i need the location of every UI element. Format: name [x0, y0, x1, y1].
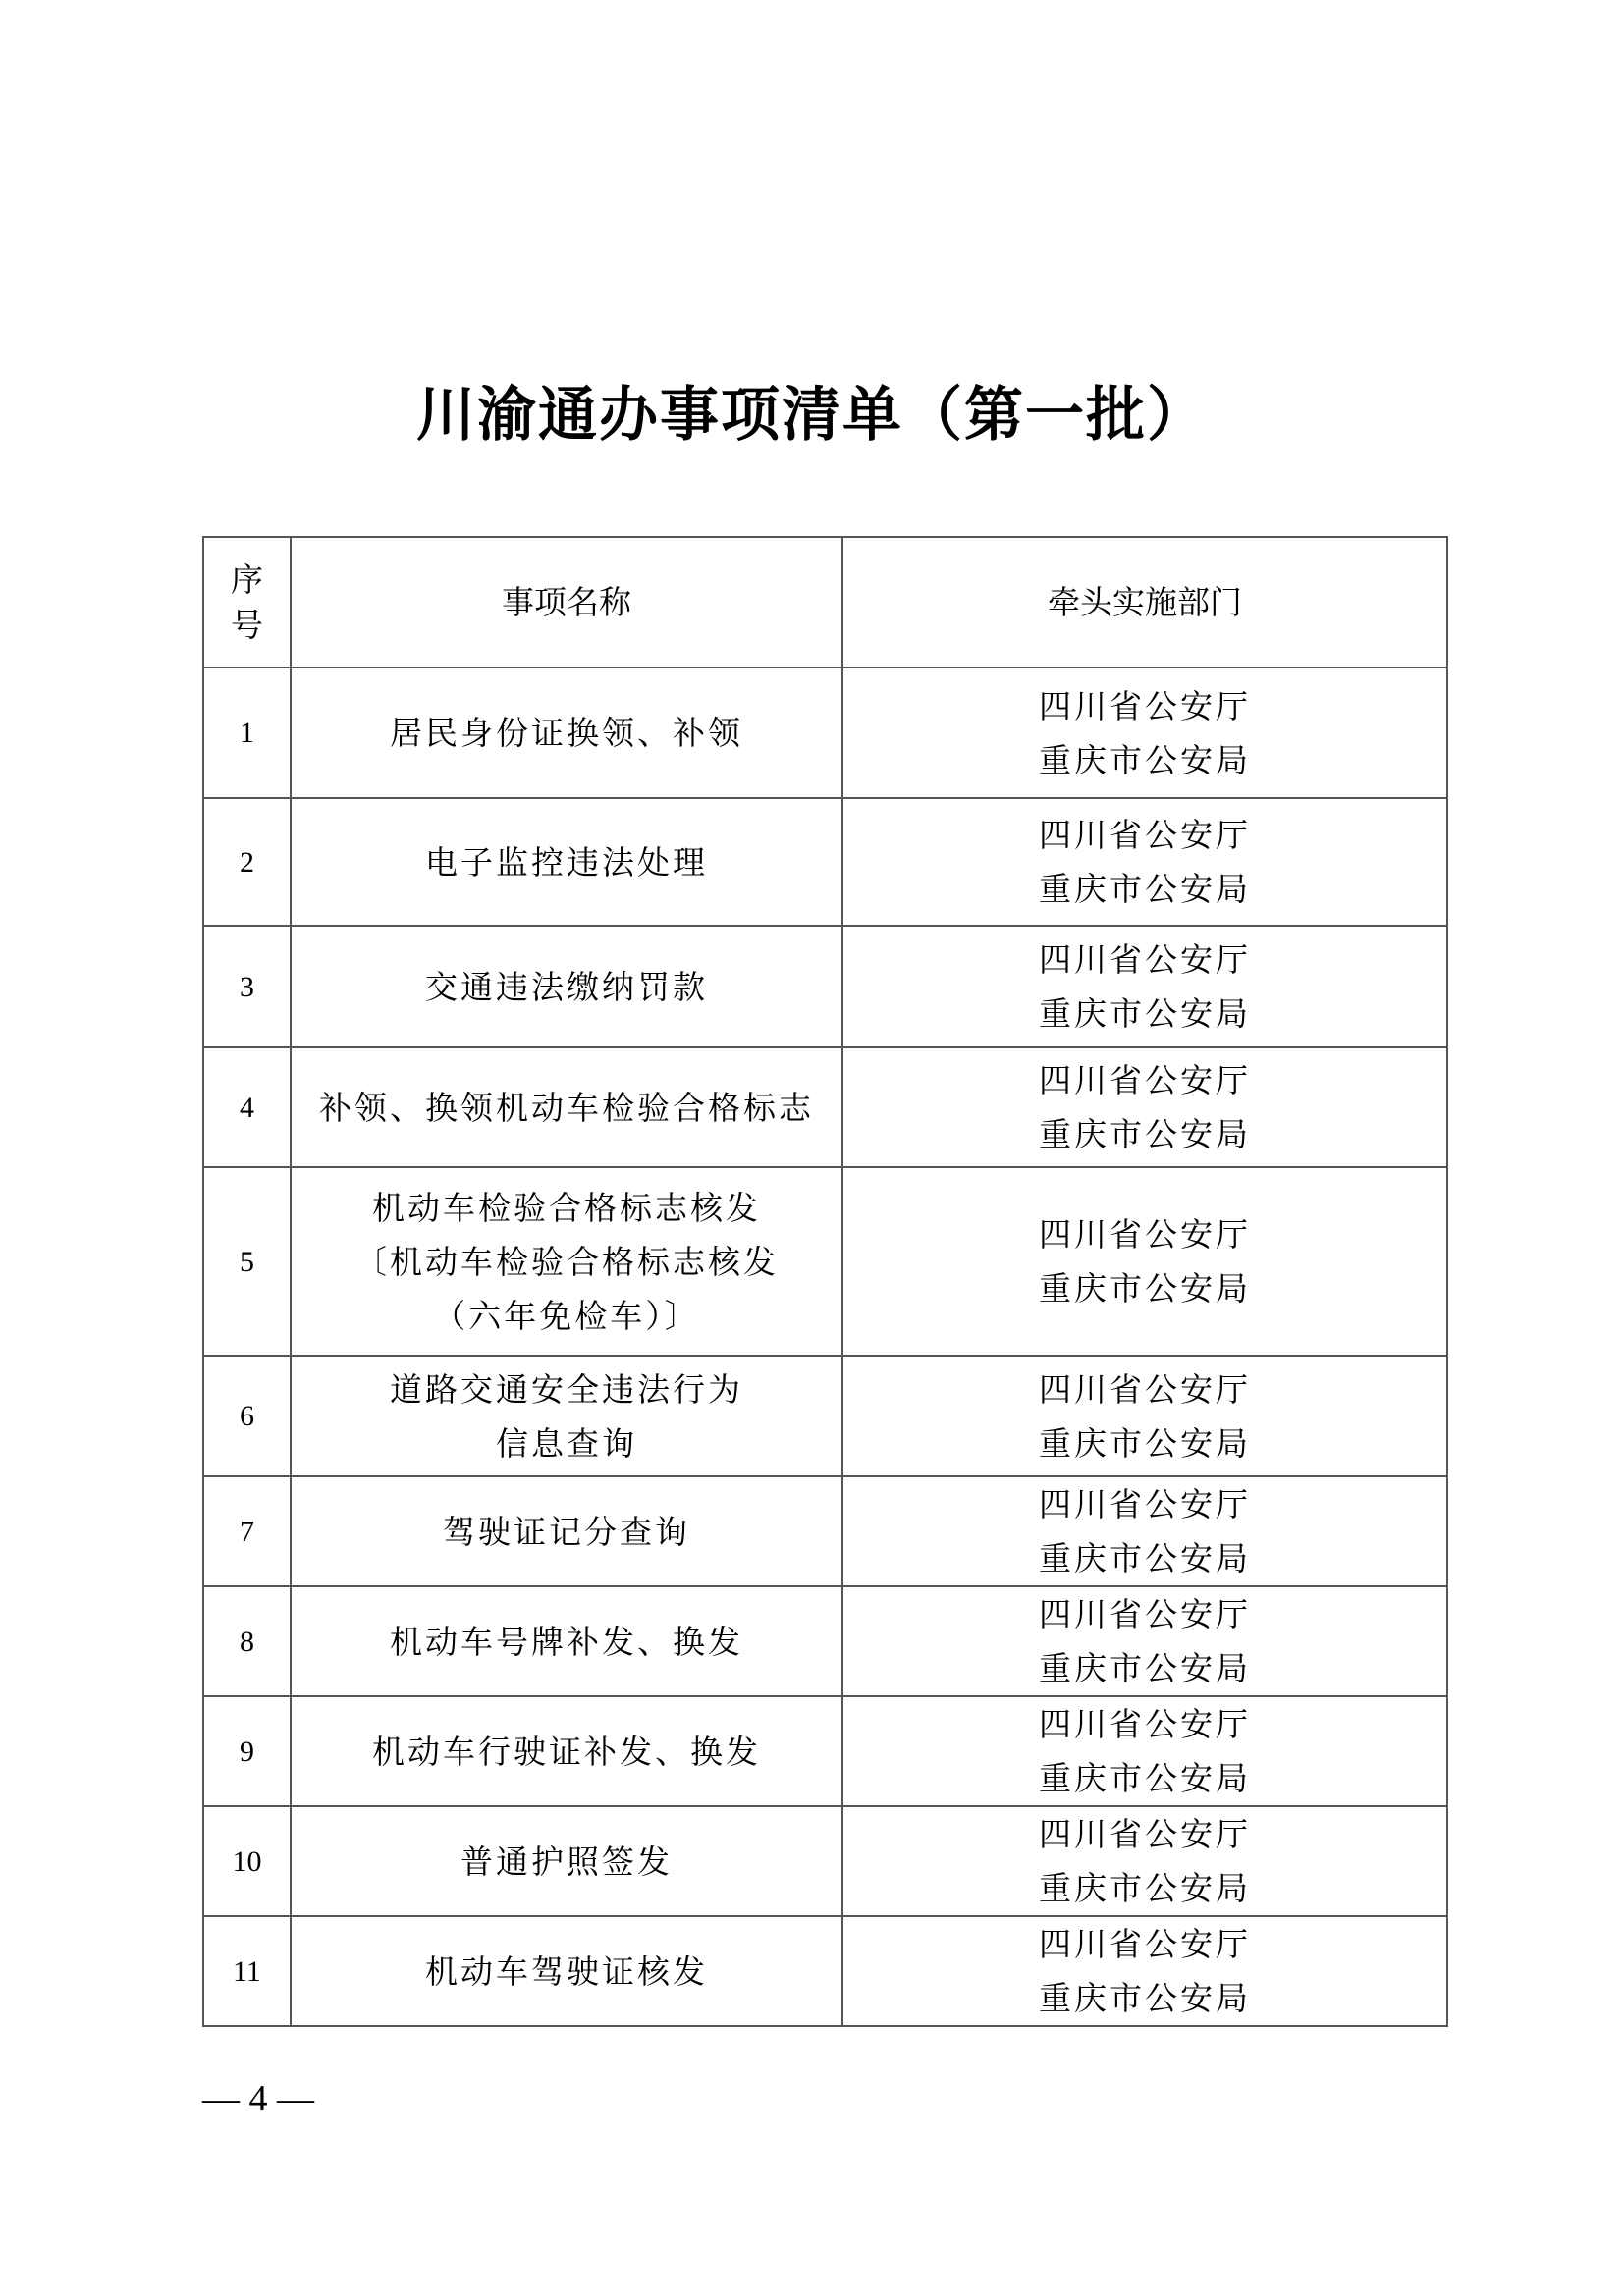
department-line: 重庆市公安局: [1039, 1539, 1251, 1577]
page-title: 川渝通办事项清单（第一批）: [416, 381, 1208, 450]
row-department: [842, 1476, 1447, 1586]
header-number-char: 序: [231, 560, 263, 599]
row-item-name: [291, 1167, 842, 1356]
row-department: [842, 1167, 1447, 1356]
page-number: — 4 —: [202, 2078, 314, 2119]
table-row: [203, 1806, 1447, 1916]
department-line: 四川省公安厅: [1039, 1595, 1251, 1633]
department-line: 四川省公安厅: [1039, 1485, 1251, 1523]
item-name-line: 居民身份证换领、补领: [390, 714, 743, 752]
table-body: [203, 667, 1447, 2026]
table-header-row: [203, 537, 1447, 667]
table-row: [203, 1696, 1447, 1806]
department-line: 四川省公安厅: [1039, 940, 1251, 979]
item-name-line: 机动车检验合格标志核发: [372, 1188, 761, 1227]
item-name-line: 机动车驾驶证核发: [425, 1951, 708, 1991]
row-number: 4: [203, 1047, 291, 1167]
row-number: 7: [203, 1476, 291, 1586]
row-number: 11: [203, 1916, 291, 2026]
item-list-table: [202, 536, 1448, 2027]
header-department: 牵头实施部门: [842, 537, 1447, 667]
department-line: 四川省公安厅: [1039, 1925, 1251, 1963]
row-number: 9: [203, 1696, 291, 1806]
row-department: [842, 926, 1447, 1047]
table-row: [203, 1476, 1447, 1586]
department-line: 重庆市公安局: [1039, 1269, 1251, 1308]
item-name-line: 驾驶证记分查询: [443, 1512, 690, 1551]
row-item-name: [291, 667, 842, 798]
header-item-name: 事项名称: [291, 537, 842, 667]
item-name-line: 信息查询: [496, 1423, 637, 1463]
row-department: [842, 1916, 1447, 2026]
row-number: 8: [203, 1586, 291, 1696]
department-line: 重庆市公安局: [1039, 1115, 1251, 1153]
department-line: 四川省公安厅: [1039, 1815, 1251, 1853]
row-department: [842, 1696, 1447, 1806]
item-name-line: 补领、换领机动车检验合格标志: [319, 1088, 814, 1127]
item-name-line: 〔机动车检验合格标志核发: [354, 1242, 779, 1281]
table-row: [203, 1047, 1447, 1167]
row-number: 10: [203, 1806, 291, 1916]
table-row: [203, 1586, 1447, 1696]
row-item-name: [291, 1047, 842, 1167]
department-line: 四川省公安厅: [1039, 686, 1251, 725]
department-line: 四川省公安厅: [1039, 1215, 1251, 1254]
row-department: [842, 798, 1447, 926]
header-number: [203, 537, 291, 667]
item-name-line: 道路交通安全违法行为: [390, 1369, 743, 1409]
row-item-name: [291, 798, 842, 926]
item-name-line: 机动车行驶证补发、换发: [372, 1732, 761, 1771]
department-line: 重庆市公安局: [1039, 1649, 1251, 1687]
department-line: 重庆市公安局: [1039, 870, 1251, 908]
row-item-name: [291, 1356, 842, 1476]
department-line: 四川省公安厅: [1039, 816, 1251, 854]
department-line: 重庆市公安局: [1039, 1979, 1251, 2017]
department-line: 四川省公安厅: [1039, 1061, 1251, 1099]
table-row: [203, 798, 1447, 926]
department-line: 重庆市公安局: [1039, 1869, 1251, 1907]
table-row: [203, 1167, 1447, 1356]
item-name-line: 普通护照签发: [460, 1842, 673, 1881]
item-name-line: （六年免检车）〕: [433, 1296, 700, 1335]
row-department: [842, 1047, 1447, 1167]
table-row: [203, 1916, 1447, 2026]
row-item-name: [291, 1916, 842, 2026]
row-number: 6: [203, 1356, 291, 1476]
row-item-name: [291, 1696, 842, 1806]
row-department: [842, 1806, 1447, 1916]
department-line: 重庆市公安局: [1039, 740, 1251, 779]
item-name-line: 电子监控违法处理: [425, 842, 708, 881]
table-row: [203, 926, 1447, 1047]
row-item-name: [291, 926, 842, 1047]
item-name-line: 机动车号牌补发、换发: [390, 1622, 743, 1661]
row-number: 3: [203, 926, 291, 1047]
row-department: [842, 1586, 1447, 1696]
table-row: [203, 667, 1447, 798]
department-line: 重庆市公安局: [1039, 1759, 1251, 1797]
row-department: [842, 667, 1447, 798]
row-item-name: [291, 1476, 842, 1586]
header-number-char: 号: [231, 605, 263, 644]
department-line: 四川省公安厅: [1039, 1369, 1251, 1409]
department-line: 四川省公安厅: [1039, 1705, 1251, 1743]
row-item-name: [291, 1586, 842, 1696]
department-line: 重庆市公安局: [1039, 994, 1251, 1033]
row-number: 5: [203, 1167, 291, 1356]
item-name-line: 交通违法缴纳罚款: [425, 967, 708, 1006]
row-department: [842, 1356, 1447, 1476]
row-item-name: [291, 1806, 842, 1916]
row-number: 1: [203, 667, 291, 798]
row-number: 2: [203, 798, 291, 926]
department-line: 重庆市公安局: [1039, 1423, 1251, 1463]
table-row: [203, 1356, 1447, 1476]
